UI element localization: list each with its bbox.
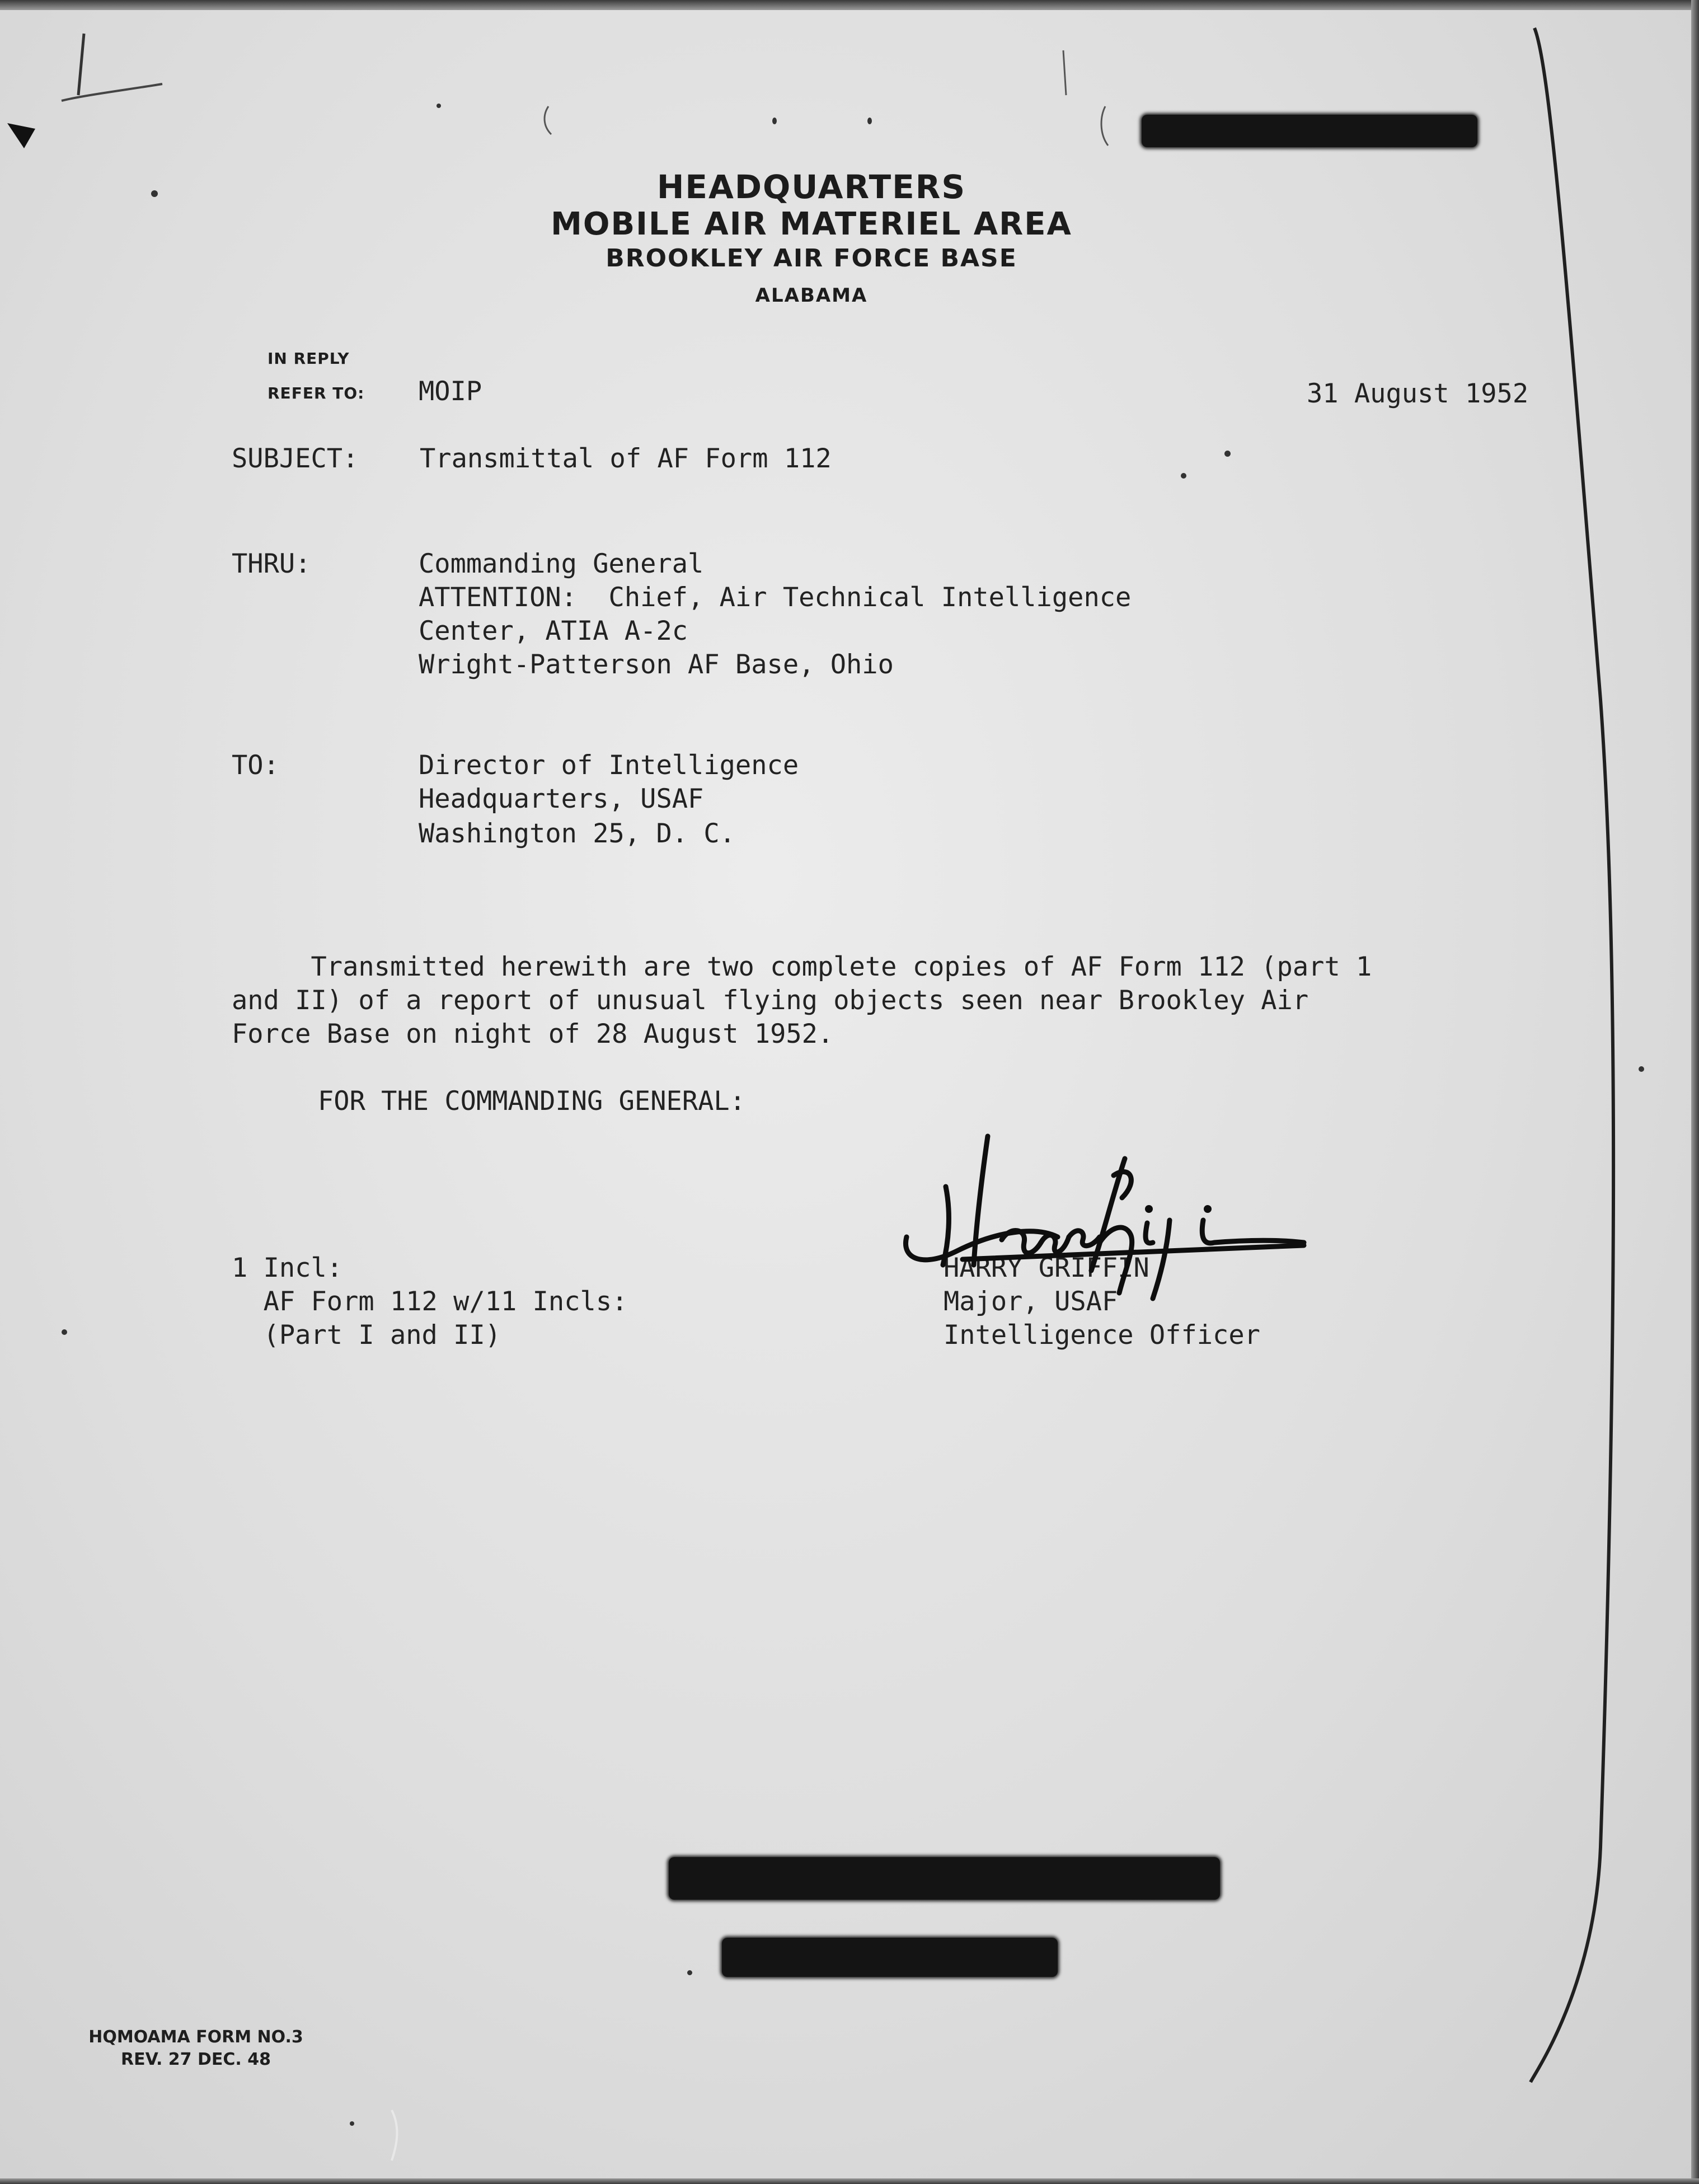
- speck: [1181, 473, 1186, 479]
- letterhead-state: ALABAMA: [755, 284, 868, 307]
- form-number-line1: HQMOAMA FORM NO.3: [88, 2027, 303, 2047]
- thru-line: Center, ATIA A-2c: [419, 616, 688, 646]
- letterhead-organization: MOBILE AIR MATERIEL AREA: [551, 206, 1072, 242]
- thru-label: THRU:: [232, 549, 311, 579]
- speck: [151, 190, 158, 197]
- to-label: TO:: [232, 750, 279, 781]
- speck: [62, 1329, 67, 1335]
- redaction-bottom-2: [722, 1938, 1058, 1977]
- speck: [1639, 1066, 1644, 1072]
- reply-label-line2: REFER TO:: [267, 384, 365, 402]
- signer-title: Intelligence Officer: [944, 1320, 1260, 1351]
- redaction-top: [1142, 115, 1477, 147]
- speck: [687, 1970, 692, 1975]
- closing-line: FOR THE COMMANDING GENERAL:: [318, 1086, 746, 1117]
- subject-label: SUBJECT:: [232, 443, 359, 474]
- signer-name: HARRY GRIFFIN: [944, 1253, 1149, 1283]
- enclosure-line: (Part I and II): [232, 1320, 501, 1351]
- corner-arrow-icon: [4, 118, 38, 157]
- form-number-line2: REV. 27 DEC. 48: [121, 2050, 271, 2069]
- speck: [772, 118, 777, 124]
- thru-line: Wright-Patterson AF Base, Ohio: [419, 649, 894, 680]
- speck: [1224, 451, 1231, 457]
- form-number: [73, 2026, 319, 2071]
- subject-text: Transmittal of AF Form 112: [420, 443, 832, 474]
- speck: [350, 2121, 354, 2126]
- body-line: Transmitted herewith are two complete copies of AF Form 112 (part 1: [232, 952, 1372, 982]
- thru-line: Commanding General: [419, 549, 704, 579]
- thru-line: ATTENTION: Chief, Air Technical Intelligence: [419, 582, 1132, 613]
- redaction-bottom-1: [669, 1857, 1220, 1900]
- reply-code: MOIP: [419, 376, 482, 407]
- to-line: Director of Intelligence: [419, 750, 799, 781]
- to-line: Headquarters, USAF: [419, 784, 704, 814]
- body-line: and II) of a report of unusual flying objects seen near Brookley Air: [232, 985, 1309, 1016]
- reply-label-line1: IN REPLY: [267, 349, 350, 368]
- to-line: Washington 25, D. C.: [419, 818, 735, 849]
- letterhead-base: BROOKLEY AIR FORCE BASE: [606, 244, 1017, 273]
- enclosure-line: 1 Incl:: [232, 1253, 343, 1283]
- speck: [437, 104, 441, 108]
- signer-rank: Major, USAF: [944, 1286, 1118, 1317]
- letterhead-headquarters: HEADQUARTERS: [656, 168, 966, 206]
- letter-date: 31 August 1952: [1307, 378, 1529, 409]
- speck: [867, 118, 872, 124]
- handwritten-signature: [890, 1125, 1315, 1304]
- body-line: Force Base on night of 28 August 1952.: [232, 1019, 834, 1049]
- enclosure-line: AF Form 112 w/11 Incls:: [232, 1286, 628, 1317]
